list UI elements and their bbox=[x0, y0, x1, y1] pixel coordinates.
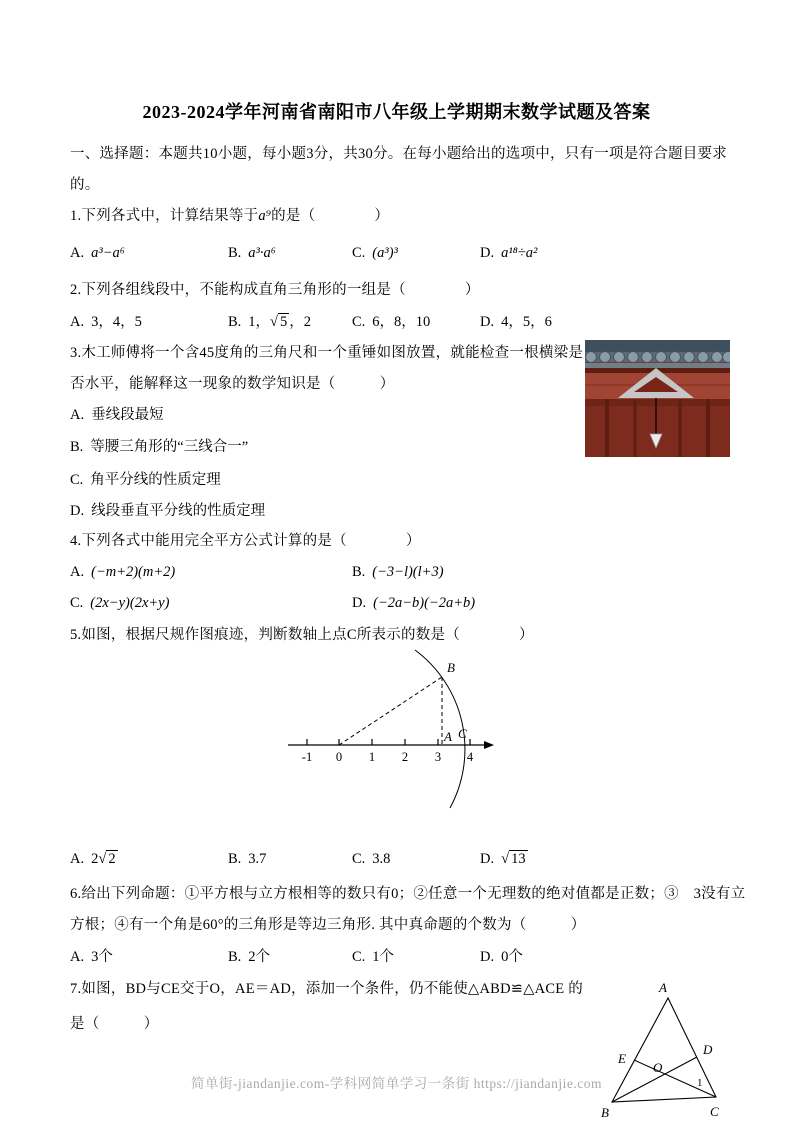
option-text: a³−a⁶ bbox=[91, 245, 125, 261]
point-label-O: O bbox=[653, 1060, 663, 1075]
option-text: a¹⁸÷a² bbox=[501, 245, 538, 261]
sqrt-symbol: √ bbox=[270, 314, 279, 330]
q7-triangle-figure bbox=[597, 970, 729, 1122]
option-text: (−3−l)(l+3) bbox=[372, 564, 444, 580]
option-text: a³·a⁶ bbox=[248, 245, 276, 261]
option-text: (2x−y)(2x+y) bbox=[90, 595, 170, 611]
q6-stem-line2: 方根；④有一个角是60°的三角形是等边三角形. 其中真命题的个数为（ ） bbox=[70, 917, 586, 933]
q5-option-c bbox=[352, 850, 390, 869]
sqrt-radicand: 13 bbox=[511, 851, 526, 867]
q4-option-d bbox=[352, 594, 475, 613]
option-text: 3个 bbox=[91, 949, 113, 965]
option-label: A. bbox=[70, 245, 85, 261]
q5-option-d bbox=[480, 850, 528, 869]
point-label-D: D bbox=[703, 1042, 713, 1057]
q3-option-a bbox=[70, 406, 164, 425]
option-text: 线段垂直平分线的性质定理 bbox=[91, 503, 266, 519]
q3-option-b bbox=[70, 438, 248, 457]
section-heading-line2: 的。 bbox=[70, 177, 100, 193]
option-label: C. bbox=[352, 245, 366, 261]
option-label: B. bbox=[70, 439, 84, 455]
option-label: B. bbox=[228, 314, 242, 330]
option-text: 0个 bbox=[501, 949, 523, 965]
option-text: 等腰三角形的“三线合一” bbox=[90, 439, 249, 455]
q1-stem bbox=[70, 207, 389, 226]
option-text: 角平分线的性质定理 bbox=[90, 472, 221, 488]
option-label: A. bbox=[70, 564, 85, 580]
q6-option-d bbox=[480, 948, 523, 967]
option-text: 2个 bbox=[248, 949, 271, 965]
option-label: D. bbox=[480, 851, 495, 867]
q2-option-b bbox=[228, 313, 311, 332]
option-label: B. bbox=[228, 245, 242, 261]
photo-roof-tiles bbox=[585, 340, 730, 352]
sqrt-symbol: √ bbox=[501, 851, 510, 867]
q1-option-a bbox=[70, 244, 125, 263]
option-text: 1个 bbox=[372, 949, 395, 965]
option-text: 3.7 bbox=[248, 851, 267, 867]
option-text-pre: 1， bbox=[248, 314, 271, 330]
q3-stem-line1: 3.木工师傅将一个含45度角的三角尺和一个重锤如图放置，就能检查一根横梁是 bbox=[70, 345, 584, 361]
option-label: B. bbox=[228, 851, 242, 867]
q6-option-c bbox=[352, 948, 394, 967]
vertex-label-C: C bbox=[710, 1104, 719, 1119]
option-label: D. bbox=[480, 949, 495, 965]
tick-label: 2 bbox=[401, 750, 409, 764]
q2-option-c bbox=[352, 313, 430, 332]
option-text: 垂线段最短 bbox=[91, 407, 164, 423]
vertex-label-B: B bbox=[601, 1105, 609, 1120]
option-label: A. bbox=[70, 851, 85, 867]
option-text: (−m+2)(m+2) bbox=[91, 564, 176, 580]
q2-stem: 2.下列各组线段中，不能构成直角三角形的一组是（ ） bbox=[70, 282, 480, 298]
tick-label: 4 bbox=[466, 750, 474, 764]
option-label: A. bbox=[70, 314, 85, 330]
tick-label: 0 bbox=[335, 750, 343, 764]
option-label: A. bbox=[70, 949, 85, 965]
option-label: B. bbox=[228, 949, 242, 965]
option-label: C. bbox=[352, 314, 366, 330]
q2-option-d bbox=[480, 313, 552, 332]
q1-option-c bbox=[352, 244, 398, 263]
tick-label: 3 bbox=[434, 750, 442, 764]
q3-option-c bbox=[70, 471, 221, 490]
option-text: (−2a−b)(−2a+b) bbox=[373, 595, 476, 611]
option-label: C. bbox=[352, 851, 366, 867]
section-heading-line1: 一、选择题：本题共10小题，每小题3分，共30分。在每小题给出的选项中，只有一项是符合题目要求 bbox=[70, 146, 727, 162]
point-label-E: E bbox=[618, 1051, 626, 1066]
option-label: C. bbox=[352, 949, 366, 965]
q1-stem-post: 的是（ ） bbox=[271, 208, 390, 224]
tick-label: -1 bbox=[301, 750, 313, 764]
option-label: D. bbox=[352, 595, 367, 611]
dashed-hypotenuse-OB bbox=[339, 677, 442, 745]
q6-option-b bbox=[228, 948, 270, 967]
option-text-post: ，2 bbox=[289, 314, 312, 330]
q1-stem-pre: 1.下列各式中，计算结果等于 bbox=[70, 208, 259, 224]
option-label: C. bbox=[70, 595, 84, 611]
q5-stem: 5.如图，根据尺规作图痕迹，判断数轴上点C所表示的数是（ ） bbox=[70, 627, 534, 643]
q7-stem-line2: 是（ ） bbox=[70, 1016, 159, 1032]
option-label: C. bbox=[70, 472, 84, 488]
watermark-footer: 简单街-jiandanjie.com-学科网简单学习一条街 https://jiandanjie.com bbox=[190, 1076, 603, 1091]
sqrt-symbol: √ bbox=[98, 851, 107, 867]
q6-stem-line1: 6.给出下列命题：①平方根与立方根相等的数只有0；②任意一个无理数的绝对值都是正数；③ 3没有立 bbox=[70, 886, 746, 902]
angle-label-1: 1 bbox=[697, 1077, 703, 1089]
q6-option-a bbox=[70, 948, 113, 967]
q5-option-b bbox=[228, 850, 266, 869]
q4-option-b bbox=[352, 563, 444, 582]
q3-option-d bbox=[70, 502, 265, 521]
q4-stem: 4.下列各式中能用完全平方公式计算的是（ ） bbox=[70, 533, 421, 549]
point-label-C: C bbox=[458, 726, 467, 741]
option-text: 3，4，5 bbox=[91, 314, 142, 330]
axis-arrow-icon bbox=[484, 741, 494, 749]
q5-option-a bbox=[70, 850, 118, 869]
option-text: 6，8，10 bbox=[372, 314, 431, 330]
q3-photo-beam-setsquare-plumb bbox=[585, 340, 730, 457]
q4-option-c bbox=[70, 594, 169, 613]
page-title: 2023-2024学年河南省南阳市八年级上学期期末数学试题及答案 bbox=[142, 102, 651, 122]
option-label: A. bbox=[70, 407, 85, 423]
tick-label: 1 bbox=[368, 750, 376, 764]
option-label: B. bbox=[352, 564, 366, 580]
q7-stem-line1: 7.如图，BD与CE交于O，AE＝AD，添加一个条件，仍不能使△ABD≌△ACE 的 bbox=[70, 981, 583, 997]
point-label-B: B bbox=[447, 660, 455, 675]
q1-option-d bbox=[480, 244, 537, 263]
q1-stem-math: a⁹ bbox=[258, 208, 272, 224]
option-text-pre: 2 bbox=[91, 851, 99, 867]
option-label: D. bbox=[480, 245, 495, 261]
q1-option-b bbox=[228, 244, 276, 263]
option-text: 3.8 bbox=[372, 851, 391, 867]
vertex-label-A: A bbox=[659, 980, 667, 995]
q2-option-a bbox=[70, 313, 142, 332]
q4-option-a bbox=[70, 563, 175, 582]
q3-stem-line2: 否水平，能解释这一现象的数学知识是（ ） bbox=[70, 376, 395, 392]
sqrt-radicand: 5 bbox=[280, 314, 288, 330]
q5-numberline-construction-figure bbox=[282, 645, 507, 820]
point-label-A: A bbox=[444, 729, 452, 744]
option-text: (a³)³ bbox=[372, 245, 398, 261]
option-label: D. bbox=[480, 314, 495, 330]
option-label: D. bbox=[70, 503, 85, 519]
sqrt-radicand: 2 bbox=[108, 851, 116, 867]
option-text: 4，5，6 bbox=[501, 314, 552, 330]
